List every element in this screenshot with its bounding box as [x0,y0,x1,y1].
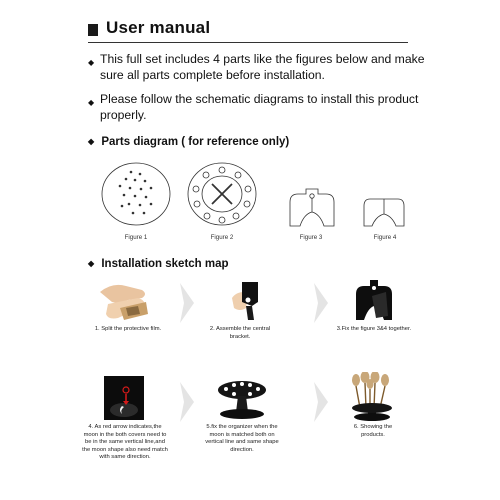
step-4-caption-line-3: be in the same vertical line,and [85,439,165,445]
step-5-caption-line-4: direction. [230,446,254,453]
step-5-caption-line-2: moon is matched both on [209,431,275,438]
title-underline [88,42,408,43]
arrow-chevron-icon [314,283,328,323]
arrow-chevron-icon [180,382,194,422]
figure-3-drawing [284,186,340,230]
step-2-caption [202,326,278,341]
step-2-caption-line-1: 2. Assemble the central [209,326,271,332]
step-5-caption [200,424,284,454]
parts-heading [88,136,289,148]
diamond-bullet-icon: ◆ [88,137,95,146]
diamond-bullet-icon: ◆ [88,98,95,107]
figure-1-drawing [100,162,172,228]
figure-3-label: Figure 3 [299,234,323,241]
step-2-photo [218,278,270,324]
step-4-photo [104,376,144,420]
step-1-photo [98,278,150,324]
step-5-caption-line-3: vertical line and same shape [205,439,279,445]
diamond-bullet-icon: ◆ [88,259,95,268]
intro-line-1a: This full set includes 4 parts like the figures below and make [100,52,425,66]
step-5-caption-line-1: 5.fix the organizer when the [206,424,278,430]
figure-4-drawing [360,196,408,230]
step-4-caption-line-1: 4. As red arrow indicates,the [88,424,162,430]
step-6-caption [336,424,410,439]
step-4-caption-line-5: with same direction. [99,454,151,460]
figure-4-label: Figure 4 [373,234,397,241]
diamond-bullet-icon: ◆ [88,58,95,67]
step-6-caption-line-2: products. [361,431,385,438]
arrow-chevron-icon [314,382,328,422]
parts-heading-text: Parts diagram ( for reference only) [101,136,290,148]
step-6-caption-line-1: 6. Showing the [353,424,393,430]
step-1-caption: 1. Split the protective film. [94,326,162,332]
step-6-photo [346,372,398,422]
title-square-icon [88,24,98,36]
intro-line-2a: Please follow the schematic diagrams to install this product [100,92,419,106]
installation-heading-text: Installation sketch map [101,258,229,270]
figure-1-label: Figure 1 [124,234,148,241]
figure-2-label: Figure 2 [210,234,234,241]
intro-line-2b: properly. [100,108,147,122]
step-5-photo [216,376,268,420]
step-2-caption-line-2: bracket. [229,333,251,340]
step-4-caption-line-2: moon in the both covers need to [83,431,167,438]
installation-heading [88,258,229,270]
step-3-photo [352,276,396,322]
arrow-chevron-icon [180,283,194,323]
figure-2-drawing [186,162,258,228]
page-title: User manual [106,18,211,37]
step-4-caption-line-4: the moon shape also need match [82,446,168,453]
step-4-caption [82,424,168,462]
step-3-caption: 3.Fix the figure 3&4 together. [336,326,412,332]
intro-line-1b: sure all parts complete before installation. [100,68,325,82]
